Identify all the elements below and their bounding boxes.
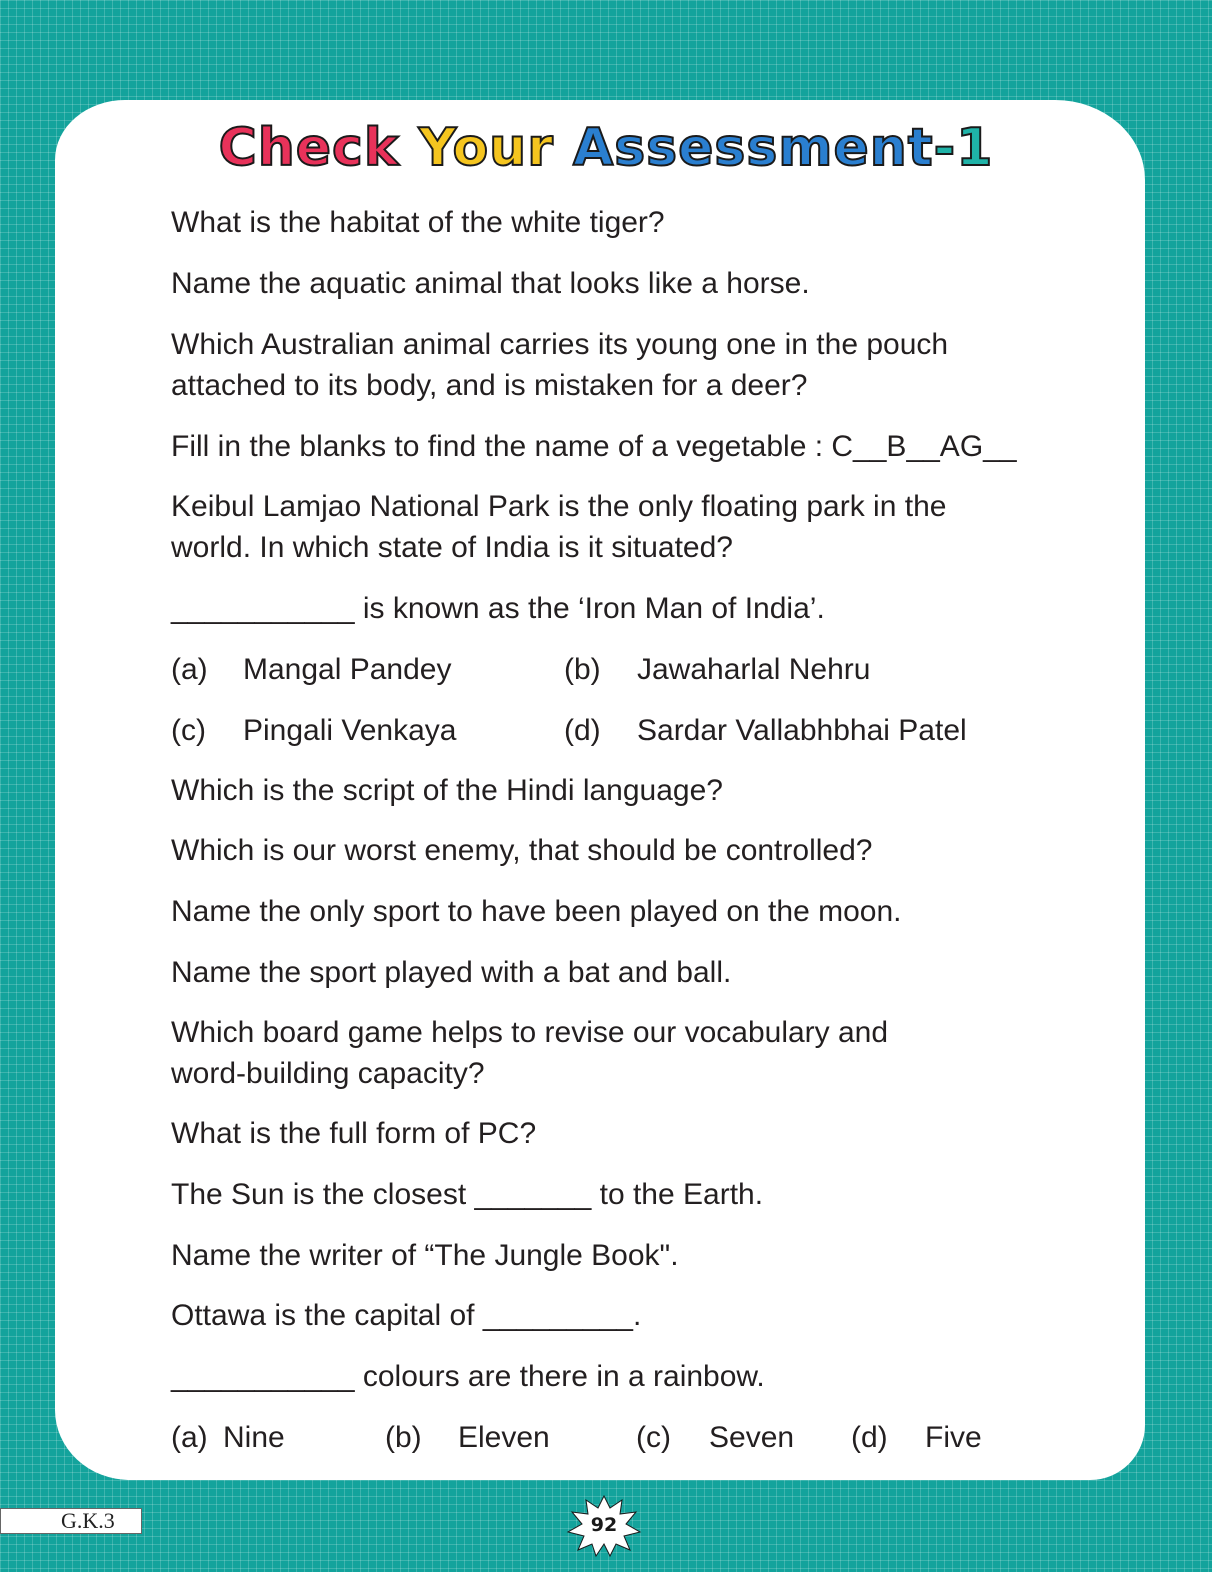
option-text: Nine (223, 1421, 285, 1454)
option-key: (c) (171, 714, 206, 747)
question-text: Ottawa is the capital of _________. (171, 1299, 642, 1332)
question-text: Keibul Lamjao National Park is the only floating park in the (171, 490, 947, 523)
option-text: Seven (709, 1421, 795, 1454)
question-text: ___________ is known as the ‘Iron Man of India’. (171, 592, 825, 625)
option-text: Jawaharlal Nehru (637, 653, 871, 686)
option-key: (a) (171, 653, 208, 686)
page-number: 92 (590, 1514, 618, 1536)
question-text: ___________ colours are there in a rainbow. (171, 1360, 765, 1393)
question-text: What is the full form of PC? (171, 1117, 537, 1150)
question-text: Which is our worst enemy, that should be controlled? (171, 834, 873, 867)
question-text: Which is the script of the Hindi language? (171, 774, 723, 807)
question-text: Name the sport played with a bat and ball. (171, 956, 732, 989)
question-text: Name the aquatic animal that looks like a horse. (171, 267, 810, 300)
option-text: Sardar Vallabhbhai Patel (637, 714, 967, 747)
option-key: (b) (564, 653, 601, 686)
option-key: (b) (385, 1421, 422, 1454)
book-label: G.K.3 (0, 1508, 142, 1534)
question-text: Which Australian animal carries its young one in the pouch (171, 328, 949, 361)
option-text: Eleven (458, 1421, 550, 1454)
question-text: Which board game helps to revise our vocabulary and (171, 1016, 889, 1049)
question-text: The Sun is the closest _______ to the Earth. (171, 1178, 764, 1211)
question-text: Name the writer of “The Jungle Book". (171, 1239, 679, 1272)
option-text: Pingali Venkaya (243, 714, 457, 747)
title-word-1: Check (218, 118, 400, 178)
option-key: (a) (171, 1421, 208, 1454)
question-text: What is the habitat of the white tiger? (171, 206, 665, 239)
option-key: (c) (636, 1421, 671, 1454)
question-text: word-building capacity? (171, 1057, 485, 1090)
option-key: (d) (564, 714, 601, 747)
option-text: Five (925, 1421, 982, 1454)
page-number-badge (566, 1494, 642, 1558)
option-text: Mangal Pandey (243, 653, 452, 686)
question-text: Name the only sport to have been played on the moon. (171, 895, 902, 928)
option-key: (d) (851, 1421, 888, 1454)
question-text: attached to its body, and is mistaken for a deer? (171, 369, 808, 402)
page-title (0, 118, 1212, 178)
question-text: world. In which state of India is it situated? (171, 531, 733, 564)
question-text: Fill in the blanks to find the name of a vegetable : C__B__AG__ (171, 430, 1017, 463)
title-word-4: -1 (933, 118, 994, 178)
title-word-3: Assessment (572, 118, 934, 178)
title-word-2: Your (418, 118, 554, 178)
